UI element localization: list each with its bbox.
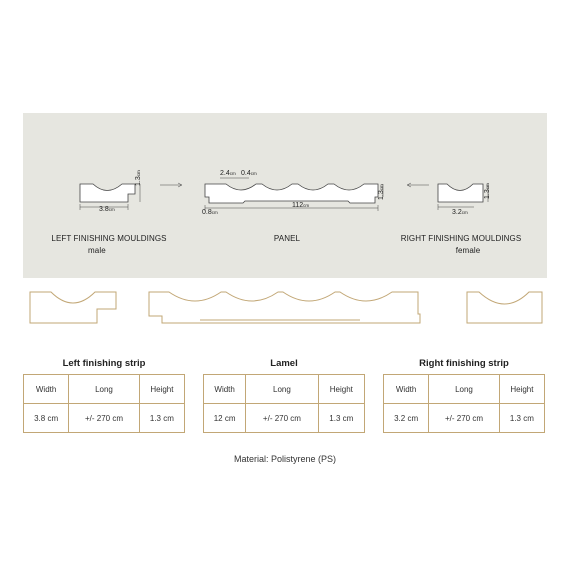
value-long: +/- 270 cm — [429, 404, 500, 433]
table-title-right: Right finishing strip — [419, 358, 509, 369]
value-width: 12 cm — [204, 404, 246, 433]
caption-right: RIGHT FINISHING MOULDINGS — [400, 234, 522, 243]
right-strip-outline — [467, 292, 542, 323]
dim-left-width: 3.8cm — [99, 206, 115, 213]
table-row — [384, 375, 545, 404]
header-width: Width — [204, 375, 246, 404]
table-row — [24, 375, 185, 404]
header-width: Width — [384, 375, 429, 404]
caption-left: LEFT FINISHING MOULDINGS — [51, 234, 167, 243]
header-long: Long — [246, 375, 318, 404]
value-height: 1.3 cm — [499, 404, 544, 433]
panel-profile — [205, 184, 378, 203]
header-height: Height — [139, 375, 184, 404]
value-width: 3.2 cm — [384, 404, 429, 433]
value-long: +/- 270 cm — [69, 404, 140, 433]
caption-panel: PANEL — [273, 234, 301, 243]
value-long: +/- 270 cm — [246, 404, 318, 433]
dim-panel-length: 112cm — [292, 202, 310, 209]
spec-table-lamel — [203, 374, 365, 433]
dim-panel-gap: 0.4cm — [241, 170, 257, 177]
spec-table-left — [23, 374, 185, 433]
dim-panel-curve: 2.4cm — [220, 170, 236, 177]
dim-right-width: 3.2cm — [452, 209, 468, 216]
header-width: Width — [24, 375, 69, 404]
caption-left-sub: male — [88, 246, 106, 255]
right-moulding-profile — [438, 184, 483, 202]
spec-table-right — [383, 374, 545, 433]
caption-right-sub: female — [455, 246, 481, 255]
header-height: Height — [499, 375, 544, 404]
left-moulding-profile — [80, 184, 135, 202]
dim-left-height: 1.3cm — [135, 170, 142, 186]
header-long: Long — [69, 375, 140, 404]
lamel-outline — [149, 292, 420, 323]
table-row — [384, 404, 545, 433]
left-strip-outline — [30, 292, 116, 323]
header-long: Long — [429, 375, 500, 404]
dim-panel-edge: 0.8cm — [202, 209, 218, 216]
material-note: Material: Polistyrene (PS) — [233, 454, 337, 464]
table-row — [24, 404, 185, 433]
dim-right-height: 1.3cm — [484, 183, 491, 199]
value-height: 1.3 cm — [318, 404, 364, 433]
dim-panel-height: 1.3cm — [378, 184, 385, 200]
header-height: Height — [318, 375, 364, 404]
value-height: 1.3 cm — [139, 404, 184, 433]
profile-outlines — [0, 286, 570, 332]
table-row — [204, 375, 365, 404]
value-width: 3.8 cm — [24, 404, 69, 433]
table-title-left: Left finishing strip — [62, 358, 146, 369]
table-row — [204, 404, 365, 433]
table-title-lamel: Lamel — [270, 358, 298, 369]
